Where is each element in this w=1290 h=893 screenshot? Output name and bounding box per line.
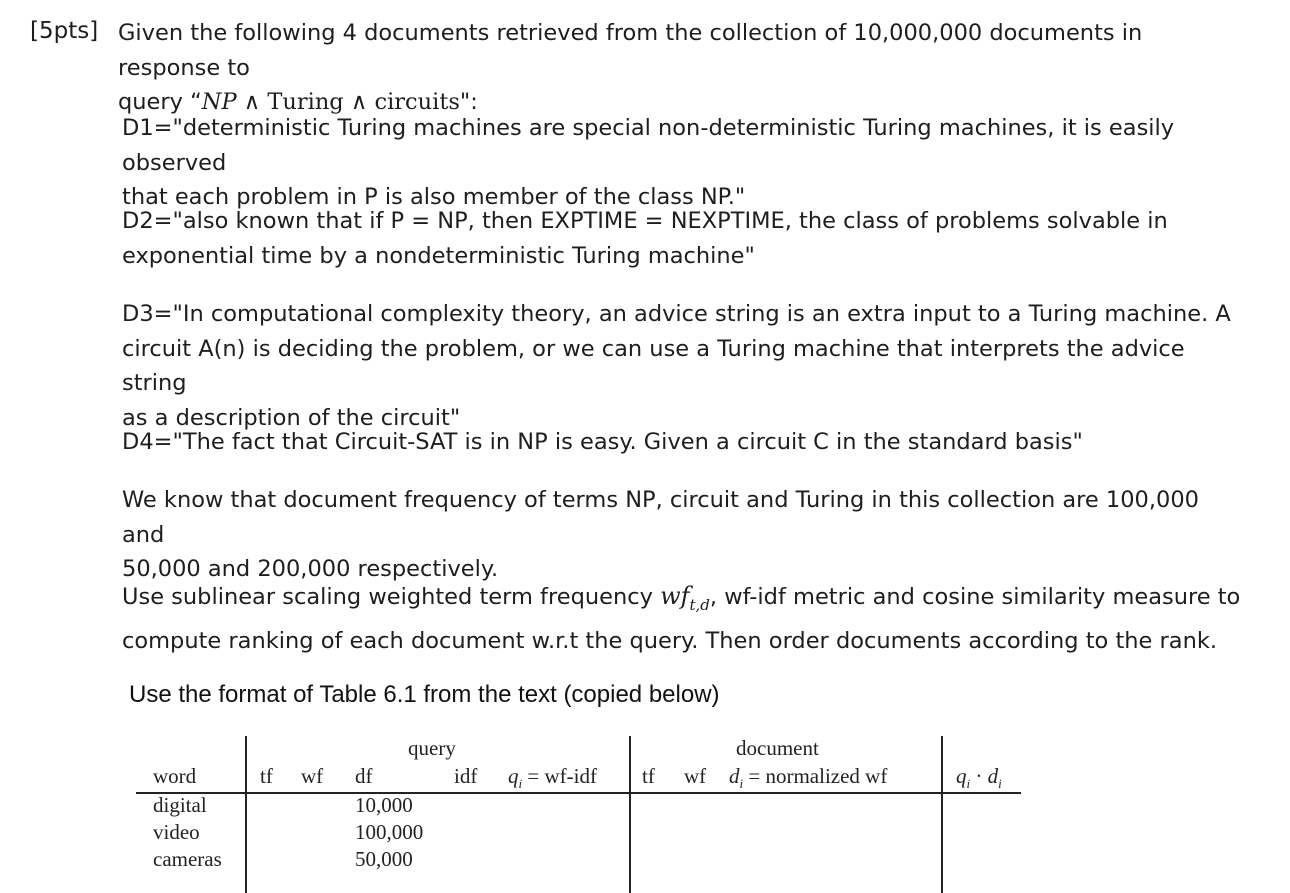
col-doc-tf: tf (642, 764, 655, 788)
row-df: 50,000 (355, 847, 413, 871)
query-expression: NP ∧ Turing ∧ circuits (201, 89, 460, 115)
method-statement (122, 578, 1242, 659)
col-wf: wf (301, 764, 324, 788)
document-group-header: document (736, 736, 819, 760)
d4-line-1: D4="The fact that Circuit-SAT is in NP is easy. Given a circuit C in the standard basis" (122, 429, 1083, 455)
df-statement (122, 483, 1242, 587)
intro-line-1: Given the following 4 documents retrieved from the collection of 10,000,000 documents in response to (118, 20, 1143, 81)
query-group-header: query (408, 736, 456, 760)
table-header-rule (136, 792, 1021, 794)
document-d1 (122, 111, 1242, 215)
d3-line-2: circuit A(n) is deciding the problem, or we can use a Turing machine that interprets the advice string (122, 335, 1185, 396)
col-doc-wf: wf (684, 764, 707, 788)
row-word: cameras (153, 847, 222, 871)
row-df: 10,000 (355, 793, 413, 817)
table-divider-word (245, 736, 247, 893)
d2-line-2: exponential time by a nondeterministic Turing machine" (122, 242, 755, 269)
row-word: video (153, 820, 200, 844)
document-d2 (122, 204, 1242, 273)
document-d4 (122, 425, 1242, 460)
tf-idf-table (136, 734, 1021, 893)
col-idf: idf (454, 764, 478, 788)
d2-line-1: D2="also known that if P = NP, then EXPTIME = NEXPTIME, the class of problems solvable in (122, 208, 1168, 234)
col-word: word (153, 764, 197, 788)
table-divider-document (941, 736, 943, 893)
method-line-2: compute ranking of each document w.r.t the query. Then order documents according to the rank. (122, 627, 1218, 654)
col-df: df (355, 764, 373, 788)
wf-symbol: $wf_{t,d}$ (660, 582, 710, 614)
df-line-2: 50,000 and 200,000 respectively. (122, 556, 499, 582)
col-product: $q_i \cdot d_i$ (956, 764, 1002, 792)
col-tf: tf (260, 764, 273, 788)
intro-line-2: query “NP ∧ Turing ∧ circuits": (118, 89, 478, 115)
col-di: $d_i$ = normalized wf (729, 764, 888, 792)
df-line-1: We know that document frequency of terms NP, circuit and Turing in this collection are 100,000 and (122, 487, 1199, 548)
table-divider-query (629, 736, 631, 893)
d1-line-1: D1="deterministic Turing machines are special non-deterministic Turing machines, it is easily observed (122, 115, 1175, 176)
row-df: 100,000 (355, 820, 424, 844)
points-label: [5pts] (30, 18, 99, 44)
d3-line-3: as a description of the circuit" (122, 404, 461, 431)
method-line-1: Use sublinear scaling weighted term frequency $wf_{t,d}$, wf-idf metric and cosine similarity measure to (122, 582, 1241, 614)
row-word: digital (153, 793, 207, 817)
table-instruction: Use the format of Table 6.1 from the text (copied below) (129, 681, 720, 708)
col-qi: $q_i = wf-idf$ (508, 764, 597, 792)
d1-line-2: that each problem in P is also member of the class NP." (122, 184, 746, 210)
d3-line-1: D3="In computational complexity theory, an advice string is an extra input to a Turing machine. A (122, 301, 1231, 327)
question-intro (118, 16, 1238, 120)
document-d3 (122, 297, 1242, 435)
